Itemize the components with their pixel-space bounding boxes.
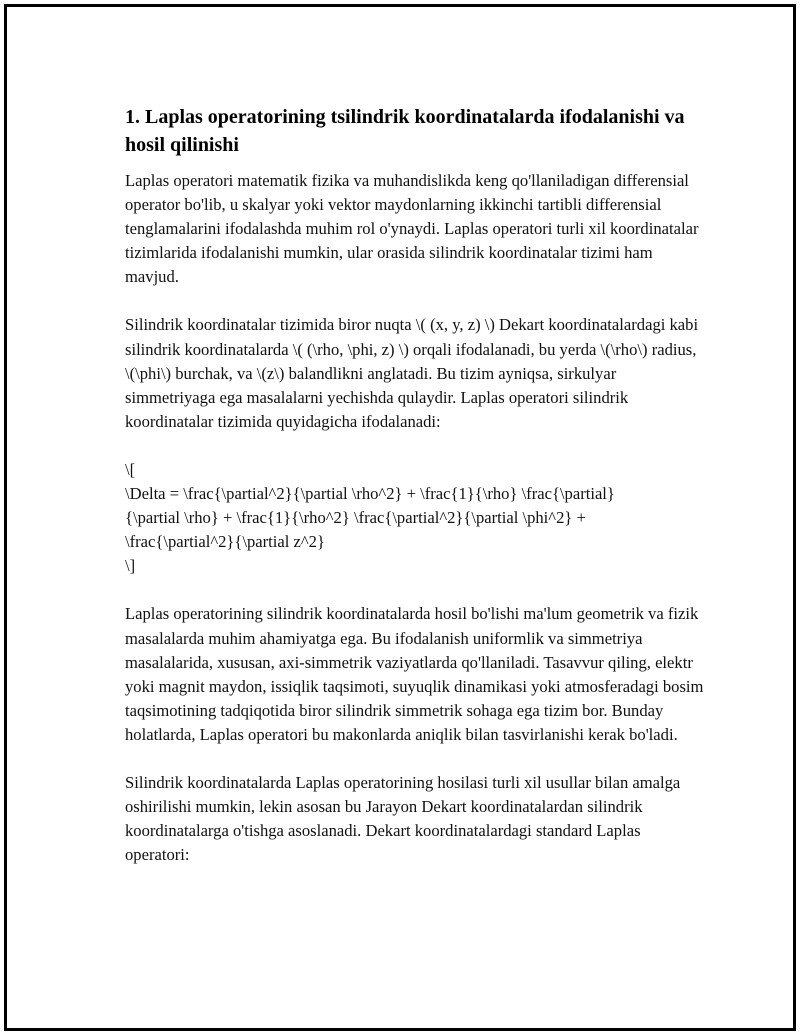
laplacian-formula [125, 458, 705, 578]
page-frame [4, 4, 796, 1031]
math-close-delimiter: \] [125, 556, 136, 576]
paragraph-applications: Laplas operatorining silindrik koordinatalarda hosil bo'lishi ma'lum geometrik va fizik masalalarda muhim ahamiyatga ega. Bu ifodalanish uniformlik va simmetriya masalalarida, xususan, axi-simmetrik vaziyatlarda qo'llaniladi. Tasavvur qiling, elektr yoki magnit maydon, issiqlik taqsimoti, suyuqlik dinamikasi yoki atmosferadagi bosim taqsimotining tadqiqotida biror silindrik simmetrik sohaga ega tizim bor. Bunday holatlarda, Laplas operatori bu makonlarda aniqlik bilan tasvirlanishi kerak bo'ladi. [125, 604, 704, 744]
paragraph-derivation: Silindrik koordinatalarda Laplas operatorining hosilasi turli xil usullar bilan amalga oshirilishi mumkin, lekin asosan bu Jarayon Dekart koordinatalardan silindrik koordinatalarga o'tishga asoslanadi. Dekart koordinatalardagi standard Laplas operatori: [125, 772, 681, 865]
paragraph-cylindrical-coordinates: Silindrik koordinatalar tizimida biror nuqta \( (x, y, z) \) Dekart koordinatalardagi kabi silindrik koordinatalarda \( (\rho, \phi, z) \) orqali ifodalanadi, bu yerda \(\rho\) radius, \(\phi\) burchak, va \(z\) balandlikni anglatadi. Bu tizim ayniqsa, sirkulyar simmetriyaga ega masalalarni yechishda qulaydir. Laplas operatori silindrik koordinatalar tizimida quyidagicha ifodalanadi: [125, 315, 699, 431]
math-line-3: \frac{\partial^2}{\partial z^2} [125, 532, 325, 552]
math-line-2: {\partial \rho} + \frac{1}{\rho^2} \frac{\partial^2}{\partial \phi^2} + [125, 508, 586, 528]
document-body [125, 103, 705, 891]
section-heading: 1. Laplas operatorining tsilindrik koordinatalarda ifodalanishi va hosil qilinishi [125, 106, 685, 156]
math-open-delimiter: \[ [125, 459, 136, 479]
math-line-1: \Delta = \frac{\partial^2}{\partial \rho^2} + \frac{1}{\rho} \frac{\partial} [125, 484, 615, 504]
paragraph-intro: Laplas operatori matematik fizika va muhandislikda keng qo'llaniladigan differensial operator bo'lib, u skalyar yoki vektor maydonlarning ikkinchi tartibli differensial tenglamalarini ifodalashda muhim rol o'ynaydi. Laplas operatori turli xil koordinatalar tizimlarida ifodalanishi mumkin, ular orasida silindrik koordinatalar tizimi ham mavjud. [125, 171, 699, 287]
